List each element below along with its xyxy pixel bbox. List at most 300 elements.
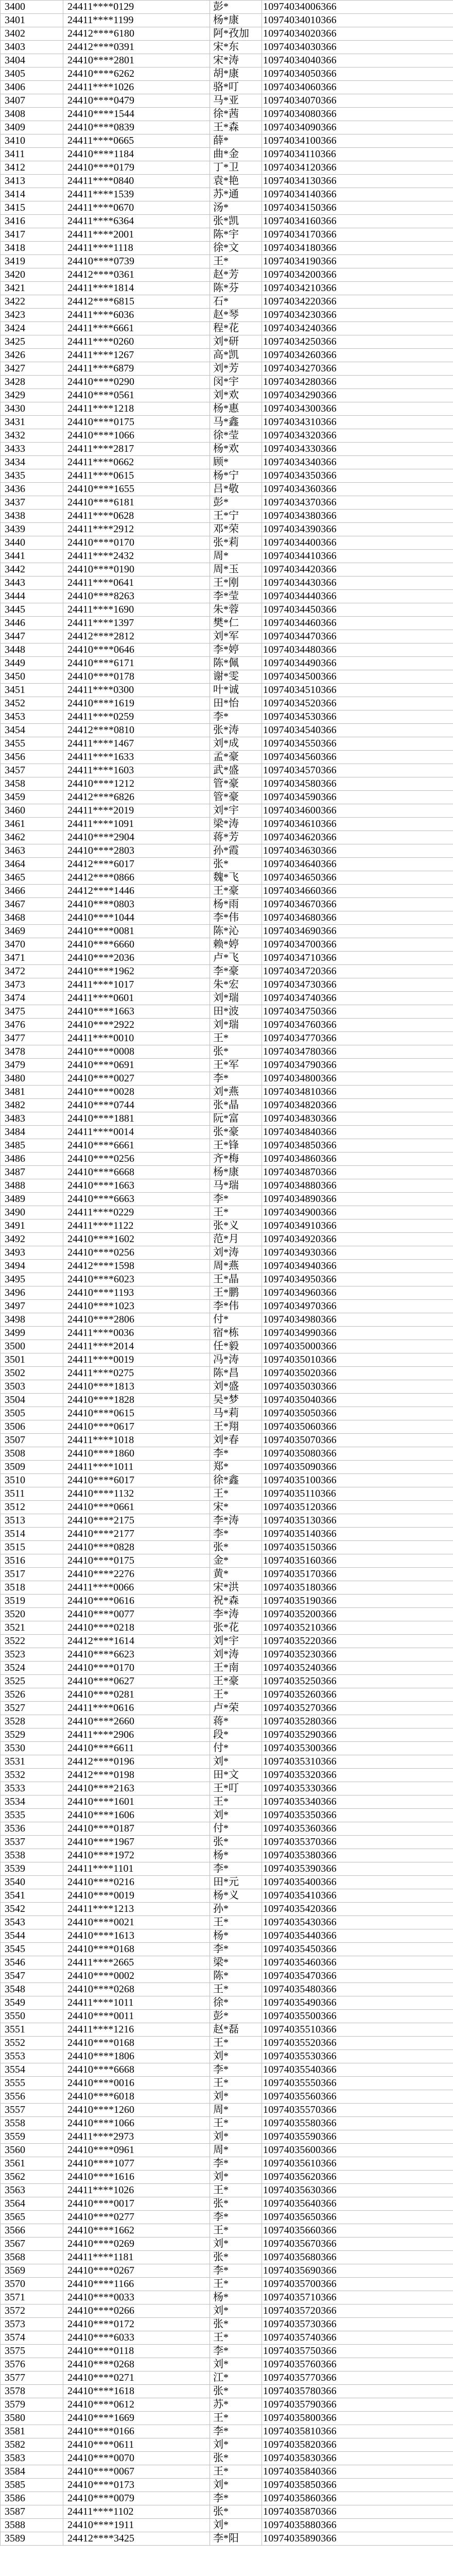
record-number-cell: 10974035870366 — [262, 2505, 453, 2519]
name-cell: 王* — [210, 2037, 262, 2050]
table-row — [1, 2184, 453, 2197]
masked-id-cell: 24410****1023 — [63, 1300, 210, 1313]
record-number-cell: 10974035800366 — [262, 2412, 453, 2425]
name-cell: 蒋* — [210, 1715, 262, 1728]
name-cell: 徐* — [210, 1996, 262, 2010]
table-row — [1, 1728, 453, 1742]
masked-id-cell: 24411****0036 — [63, 1327, 210, 1340]
record-number-cell: 10974035850366 — [262, 2479, 453, 2492]
row-number-cell: 3523 — [1, 1648, 63, 1662]
name-cell: 王* — [210, 1206, 262, 1219]
table-row — [1, 1755, 453, 1769]
table-row — [1, 1086, 453, 1099]
name-cell: 王*豪 — [210, 885, 262, 898]
table-row — [1, 791, 453, 804]
record-number-cell: 10974035860366 — [262, 2492, 453, 2505]
name-cell: 刘*宇 — [210, 804, 262, 818]
masked-id-cell: 24411****2019 — [63, 804, 210, 818]
name-cell: 阮*富 — [210, 1112, 262, 1126]
name-cell: 田*元 — [210, 1876, 262, 1889]
row-number-cell: 3409 — [1, 121, 63, 134]
table-row — [1, 1648, 453, 1662]
ledger-table-body — [1, 1, 453, 2546]
record-number-cell: 10974035820366 — [262, 2438, 453, 2452]
name-cell: 刘* — [210, 2438, 262, 2452]
record-number-cell: 10974035350366 — [262, 1809, 453, 1822]
row-number-cell: 3541 — [1, 1889, 63, 1903]
record-number-cell: 10974035650366 — [262, 2211, 453, 2224]
table-row — [1, 362, 453, 376]
name-cell: 王* — [210, 2077, 262, 2090]
record-number-cell: 10974035680366 — [262, 2251, 453, 2264]
masked-id-cell: 24410****0081 — [63, 925, 210, 938]
masked-id-cell: 24410****0268 — [63, 2358, 210, 2371]
name-cell: 金* — [210, 1554, 262, 1568]
name-cell: 刘* — [210, 2304, 262, 2318]
name-cell: 高*凯 — [210, 349, 262, 362]
masked-id-cell: 24411****1690 — [63, 603, 210, 617]
masked-id-cell: 24410****0627 — [63, 1675, 210, 1688]
row-number-cell: 3558 — [1, 2117, 63, 2130]
name-cell: 顾* — [210, 456, 262, 469]
record-number-cell: 10974035340366 — [262, 1795, 453, 1809]
table-row — [1, 2238, 453, 2251]
masked-id-cell: 24410****1619 — [63, 697, 210, 710]
masked-id-cell: 24411****1122 — [63, 1219, 210, 1233]
table-row — [1, 1340, 453, 1353]
name-cell: 李* — [210, 2264, 262, 2278]
record-number-cell: 10974034300366 — [262, 402, 453, 416]
table-row — [1, 1153, 453, 1166]
record-number-cell: 10974035790366 — [262, 2398, 453, 2412]
row-number-cell: 3569 — [1, 2264, 63, 2278]
record-number-cell: 10974035270366 — [262, 1702, 453, 1715]
masked-id-cell: 24411****1467 — [63, 737, 210, 751]
record-number-cell: 10974034930366 — [262, 1246, 453, 1260]
masked-id-cell: 24411****2817 — [63, 443, 210, 456]
record-number-cell: 10974034750366 — [262, 1005, 453, 1019]
name-cell: 李*阳 — [210, 2532, 262, 2546]
name-cell: 齐*梅 — [210, 1153, 262, 1166]
row-number-cell: 3511 — [1, 1487, 63, 1501]
row-number-cell: 3494 — [1, 1260, 63, 1273]
name-cell: 杨*欢 — [210, 443, 262, 456]
record-number-cell: 10974035520366 — [262, 2037, 453, 2050]
record-number-cell: 10974035160366 — [262, 1554, 453, 1568]
name-cell: 朱*宏 — [210, 978, 262, 992]
masked-id-cell: 24410****1663 — [63, 1005, 210, 1019]
table-row — [1, 215, 453, 228]
record-number-cell: 10974034150366 — [262, 201, 453, 215]
masked-id-cell: 24410****1881 — [63, 1112, 210, 1126]
masked-id-cell: 24411****0601 — [63, 992, 210, 1005]
masked-id-cell: 24410****2801 — [63, 54, 210, 67]
name-cell: 刘* — [210, 2358, 262, 2371]
table-row — [1, 1983, 453, 1996]
record-number-cell: 10974034450366 — [262, 603, 453, 617]
record-number-cell: 10974034020366 — [262, 27, 453, 41]
table-row — [1, 94, 453, 108]
name-cell: 段* — [210, 1728, 262, 1742]
masked-id-cell: 24410****6661 — [63, 1139, 210, 1153]
row-number-cell: 3440 — [1, 536, 63, 550]
table-row — [1, 1889, 453, 1903]
row-number-cell: 3505 — [1, 1407, 63, 1420]
row-number-cell: 3525 — [1, 1675, 63, 1688]
row-number-cell: 3458 — [1, 777, 63, 791]
row-number-cell: 3522 — [1, 1635, 63, 1648]
name-cell: 周*玉 — [210, 563, 262, 577]
row-number-cell: 3434 — [1, 456, 63, 469]
record-number-cell: 10974034240366 — [262, 322, 453, 335]
name-cell: 刘* — [210, 2090, 262, 2104]
name-cell: 李*莹 — [210, 590, 262, 603]
record-number-cell: 10974034560366 — [262, 751, 453, 764]
table-row — [1, 2010, 453, 2023]
record-number-cell: 10974034370366 — [262, 496, 453, 510]
name-cell: 王* — [210, 1795, 262, 1809]
masked-id-cell: 24411****0641 — [63, 577, 210, 590]
masked-id-cell: 24411****1633 — [63, 751, 210, 764]
table-row — [1, 2157, 453, 2171]
record-number-cell: 10974034500366 — [262, 670, 453, 684]
record-number-cell: 10974035200366 — [262, 1608, 453, 1621]
table-row — [1, 188, 453, 201]
table-row — [1, 2318, 453, 2331]
table-row — [1, 1742, 453, 1755]
name-cell: 王* — [210, 1916, 262, 1929]
table-row — [1, 898, 453, 911]
name-cell: 刘*燕 — [210, 1086, 262, 1099]
record-number-cell: 10974034460366 — [262, 617, 453, 630]
record-number-cell: 10974035760366 — [262, 2358, 453, 2371]
record-number-cell: 10974034030366 — [262, 41, 453, 54]
table-row — [1, 1166, 453, 1179]
name-cell: 杨*康 — [210, 1166, 262, 1179]
record-number-cell: 10974035100366 — [262, 1474, 453, 1487]
name-cell: 周* — [210, 2144, 262, 2157]
table-row — [1, 2345, 453, 2358]
record-number-cell: 10974034210366 — [262, 282, 453, 295]
table-row — [1, 1193, 453, 1206]
name-cell: 江* — [210, 2371, 262, 2385]
table-row — [1, 1474, 453, 1487]
masked-id-cell: 24410****1962 — [63, 965, 210, 978]
table-row — [1, 1595, 453, 1608]
row-number-cell: 3583 — [1, 2452, 63, 2465]
table-row — [1, 295, 453, 309]
name-cell: 闵*宇 — [210, 376, 262, 389]
row-number-cell: 3515 — [1, 1541, 63, 1554]
masked-id-cell: 24410****1602 — [63, 1233, 210, 1246]
row-number-cell: 3586 — [1, 2492, 63, 2505]
record-number-cell: 10974035660366 — [262, 2224, 453, 2238]
record-number-cell: 10974034410366 — [262, 550, 453, 563]
row-number-cell: 3461 — [1, 818, 63, 831]
masked-id-cell: 24410****0079 — [63, 2492, 210, 2505]
name-cell: 王* — [210, 2117, 262, 2130]
name-cell: 王* — [210, 1487, 262, 1501]
record-number-cell: 10974034900366 — [262, 1206, 453, 1219]
record-number-cell: 10974034640366 — [262, 858, 453, 871]
row-number-cell: 3537 — [1, 1836, 63, 1849]
record-number-cell: 10974034330366 — [262, 443, 453, 456]
masked-id-cell: 24410****2276 — [63, 1568, 210, 1581]
record-number-cell: 10974035010366 — [262, 1353, 453, 1367]
name-cell: 张* — [210, 1836, 262, 1849]
masked-id-cell: 24410****0168 — [63, 2037, 210, 2050]
name-cell: 骆*叮 — [210, 81, 262, 94]
row-number-cell: 3465 — [1, 871, 63, 885]
row-number-cell: 3463 — [1, 844, 63, 858]
table-row — [1, 510, 453, 523]
table-row — [1, 469, 453, 483]
row-number-cell: 3435 — [1, 469, 63, 483]
table-row — [1, 1394, 453, 1407]
record-number-cell: 10974034830366 — [262, 1112, 453, 1126]
table-row — [1, 2251, 453, 2264]
name-cell: 孟*豪 — [210, 751, 262, 764]
table-row — [1, 1126, 453, 1139]
masked-id-cell: 24410****1606 — [63, 1809, 210, 1822]
name-cell: 王*翔 — [210, 1420, 262, 1434]
row-number-cell: 3469 — [1, 925, 63, 938]
row-number-cell: 3467 — [1, 898, 63, 911]
name-cell: 张* — [210, 1045, 262, 1059]
row-number-cell: 3454 — [1, 724, 63, 737]
name-cell: 张* — [210, 2251, 262, 2264]
row-number-cell: 3426 — [1, 349, 63, 362]
table-row — [1, 804, 453, 818]
name-cell: 张*凯 — [210, 215, 262, 228]
masked-id-cell: 24410****0077 — [63, 1608, 210, 1621]
masked-id-cell: 24410****0175 — [63, 416, 210, 429]
record-number-cell: 10974034630366 — [262, 844, 453, 858]
record-number-cell: 10974034990366 — [262, 1327, 453, 1340]
row-number-cell: 3527 — [1, 1702, 63, 1715]
record-number-cell: 10974035830366 — [262, 2452, 453, 2465]
row-number-cell: 3564 — [1, 2197, 63, 2211]
masked-id-cell: 24411****2001 — [63, 228, 210, 242]
name-cell: 吴*梦 — [210, 1394, 262, 1407]
masked-id-cell: 24410****0017 — [63, 2197, 210, 2211]
record-number-cell: 10974034160366 — [262, 215, 453, 228]
masked-id-cell: 24410****0028 — [63, 1086, 210, 1099]
name-cell: 樊*仁 — [210, 617, 262, 630]
record-number-cell: 10974035050366 — [262, 1407, 453, 1420]
table-row — [1, 858, 453, 871]
row-number-cell: 3475 — [1, 1005, 63, 1019]
name-cell: 刘*盛 — [210, 1380, 262, 1394]
record-number-cell: 10974034180366 — [262, 242, 453, 255]
row-number-cell: 3448 — [1, 643, 63, 657]
masked-id-cell: 24410****0290 — [63, 376, 210, 389]
record-number-cell: 10974035720366 — [262, 2304, 453, 2318]
table-row — [1, 764, 453, 777]
table-row — [1, 228, 453, 242]
record-number-cell: 10974035390366 — [262, 1862, 453, 1876]
name-cell: 李*涛 — [210, 1608, 262, 1621]
masked-id-cell: 24412****6017 — [63, 858, 210, 871]
name-cell: 宋* — [210, 1501, 262, 1514]
name-cell: 刘*芳 — [210, 362, 262, 376]
row-number-cell: 3524 — [1, 1662, 63, 1675]
table-row — [1, 818, 453, 831]
masked-id-cell: 24410****8263 — [63, 590, 210, 603]
row-number-cell: 3459 — [1, 791, 63, 804]
masked-id-cell: 24410****1260 — [63, 2104, 210, 2117]
row-number-cell: 3579 — [1, 2398, 63, 2412]
name-cell: 武*盛 — [210, 764, 262, 777]
table-row — [1, 2358, 453, 2371]
name-cell: 杨*康 — [210, 14, 262, 27]
name-cell: 管*豪 — [210, 777, 262, 791]
row-number-cell: 3540 — [1, 1876, 63, 1889]
table-row — [1, 965, 453, 978]
row-number-cell: 3584 — [1, 2465, 63, 2479]
record-number-cell: 10974035210366 — [262, 1621, 453, 1635]
record-number-cell: 10974034380366 — [262, 510, 453, 523]
table-row — [1, 2117, 453, 2130]
name-cell: 马*莉 — [210, 1407, 262, 1420]
row-number-cell: 3418 — [1, 242, 63, 255]
record-number-cell: 10974035700366 — [262, 2278, 453, 2291]
table-row — [1, 2492, 453, 2505]
table-row — [1, 1260, 453, 1273]
row-number-cell: 3486 — [1, 1153, 63, 1166]
name-cell: 王* — [210, 2224, 262, 2238]
record-number-cell: 10974034310366 — [262, 416, 453, 429]
row-number-cell: 3470 — [1, 938, 63, 952]
record-number-cell: 10974034280366 — [262, 376, 453, 389]
row-number-cell: 3580 — [1, 2412, 63, 2425]
table-row — [1, 684, 453, 697]
masked-id-cell: 24411****0840 — [63, 175, 210, 188]
masked-id-cell: 24410****2904 — [63, 831, 210, 844]
record-number-cell: 10974035890366 — [262, 2532, 453, 2546]
masked-id-cell: 24412****6180 — [63, 27, 210, 41]
record-number-cell: 10974035110366 — [262, 1487, 453, 1501]
record-number-cell: 10974034760366 — [262, 1019, 453, 1032]
record-number-cell: 10974035130366 — [262, 1514, 453, 1528]
table-row — [1, 282, 453, 295]
table-row — [1, 1019, 453, 1032]
name-cell: 彭* — [210, 2010, 262, 2023]
name-cell: 杨*义 — [210, 1889, 262, 1903]
masked-id-cell: 24410****1618 — [63, 2385, 210, 2398]
row-number-cell: 3589 — [1, 2532, 63, 2546]
masked-id-cell: 24412****2812 — [63, 630, 210, 643]
name-cell: 王* — [210, 2465, 262, 2479]
row-number-cell: 3535 — [1, 1809, 63, 1822]
record-number-cell: 10974035570366 — [262, 2104, 453, 2117]
masked-id-cell: 24411****1011 — [63, 1996, 210, 2010]
masked-id-cell: 24411****2014 — [63, 1340, 210, 1353]
table-row — [1, 1795, 453, 1809]
row-number-cell: 3478 — [1, 1045, 63, 1059]
name-cell: 梁* — [210, 1956, 262, 1970]
table-row — [1, 1112, 453, 1126]
record-number-cell: 10974035840366 — [262, 2465, 453, 2479]
table-row — [1, 1862, 453, 1876]
row-number-cell: 3576 — [1, 2358, 63, 2371]
table-row — [1, 1461, 453, 1474]
record-number-cell: 10974034890366 — [262, 1193, 453, 1206]
table-row — [1, 2425, 453, 2438]
masked-id-cell: 24410****0271 — [63, 2371, 210, 2385]
name-cell: 卢*飞 — [210, 952, 262, 965]
row-number-cell: 3444 — [1, 590, 63, 603]
record-number-cell: 10974034230366 — [262, 309, 453, 322]
table-row — [1, 1849, 453, 1862]
row-number-cell: 3559 — [1, 2130, 63, 2144]
row-number-cell: 3451 — [1, 684, 63, 697]
table-row — [1, 2104, 453, 2117]
record-number-cell: 10974034060366 — [262, 81, 453, 94]
name-cell: 陈*昌 — [210, 1367, 262, 1380]
table-row — [1, 148, 453, 161]
row-number-cell: 3529 — [1, 1728, 63, 1742]
record-number-cell: 10974034670366 — [262, 898, 453, 911]
masked-id-cell: 24411****1216 — [63, 2023, 210, 2037]
masked-id-cell: 24410****0179 — [63, 161, 210, 175]
record-number-cell: 10974034430366 — [262, 577, 453, 590]
row-number-cell: 3460 — [1, 804, 63, 818]
row-number-cell: 3447 — [1, 630, 63, 643]
record-number-cell: 10974034540366 — [262, 724, 453, 737]
record-number-cell: 10974035330366 — [262, 1782, 453, 1795]
row-number-cell: 3546 — [1, 1956, 63, 1970]
record-number-cell: 10974034130366 — [262, 175, 453, 188]
table-row — [1, 550, 453, 563]
name-cell: 赵*磊 — [210, 2023, 262, 2037]
record-number-cell: 10974035740366 — [262, 2331, 453, 2345]
masked-id-cell: 24411****0628 — [63, 510, 210, 523]
name-cell: 李*伟 — [210, 911, 262, 925]
table-row — [1, 201, 453, 215]
table-row — [1, 2278, 453, 2291]
masked-id-cell: 24410****2177 — [63, 1528, 210, 1541]
name-cell: 李* — [210, 1193, 262, 1206]
record-number-cell: 10974034140366 — [262, 188, 453, 201]
record-number-cell: 10974035090366 — [262, 1461, 453, 1474]
name-cell: 任*毅 — [210, 1340, 262, 1353]
name-cell: 李* — [210, 1447, 262, 1461]
masked-id-cell: 24411****2906 — [63, 1728, 210, 1742]
name-cell: 梁*涛 — [210, 818, 262, 831]
name-cell: 李* — [210, 2425, 262, 2438]
masked-id-cell: 24412****1446 — [63, 885, 210, 898]
row-number-cell: 3472 — [1, 965, 63, 978]
name-cell: 张* — [210, 2452, 262, 2465]
record-number-cell: 10974035540366 — [262, 2063, 453, 2077]
record-number-cell: 10974034980366 — [262, 1313, 453, 1327]
table-row — [1, 1769, 453, 1782]
name-cell: 胡*康 — [210, 67, 262, 81]
row-number-cell: 3498 — [1, 1313, 63, 1327]
masked-id-cell: 24411****1091 — [63, 818, 210, 831]
record-number-cell: 10974034910366 — [262, 1219, 453, 1233]
row-number-cell: 3491 — [1, 1219, 63, 1233]
name-cell: 徐*文 — [210, 242, 262, 255]
name-cell: 王* — [210, 2278, 262, 2291]
record-number-cell: 10974035070366 — [262, 1434, 453, 1447]
table-row — [1, 1072, 453, 1086]
record-number-cell: 10974034510366 — [262, 684, 453, 697]
name-cell: 王* — [210, 2184, 262, 2197]
row-number-cell: 3549 — [1, 1996, 63, 2010]
masked-id-cell: 24411****2665 — [63, 1956, 210, 1970]
